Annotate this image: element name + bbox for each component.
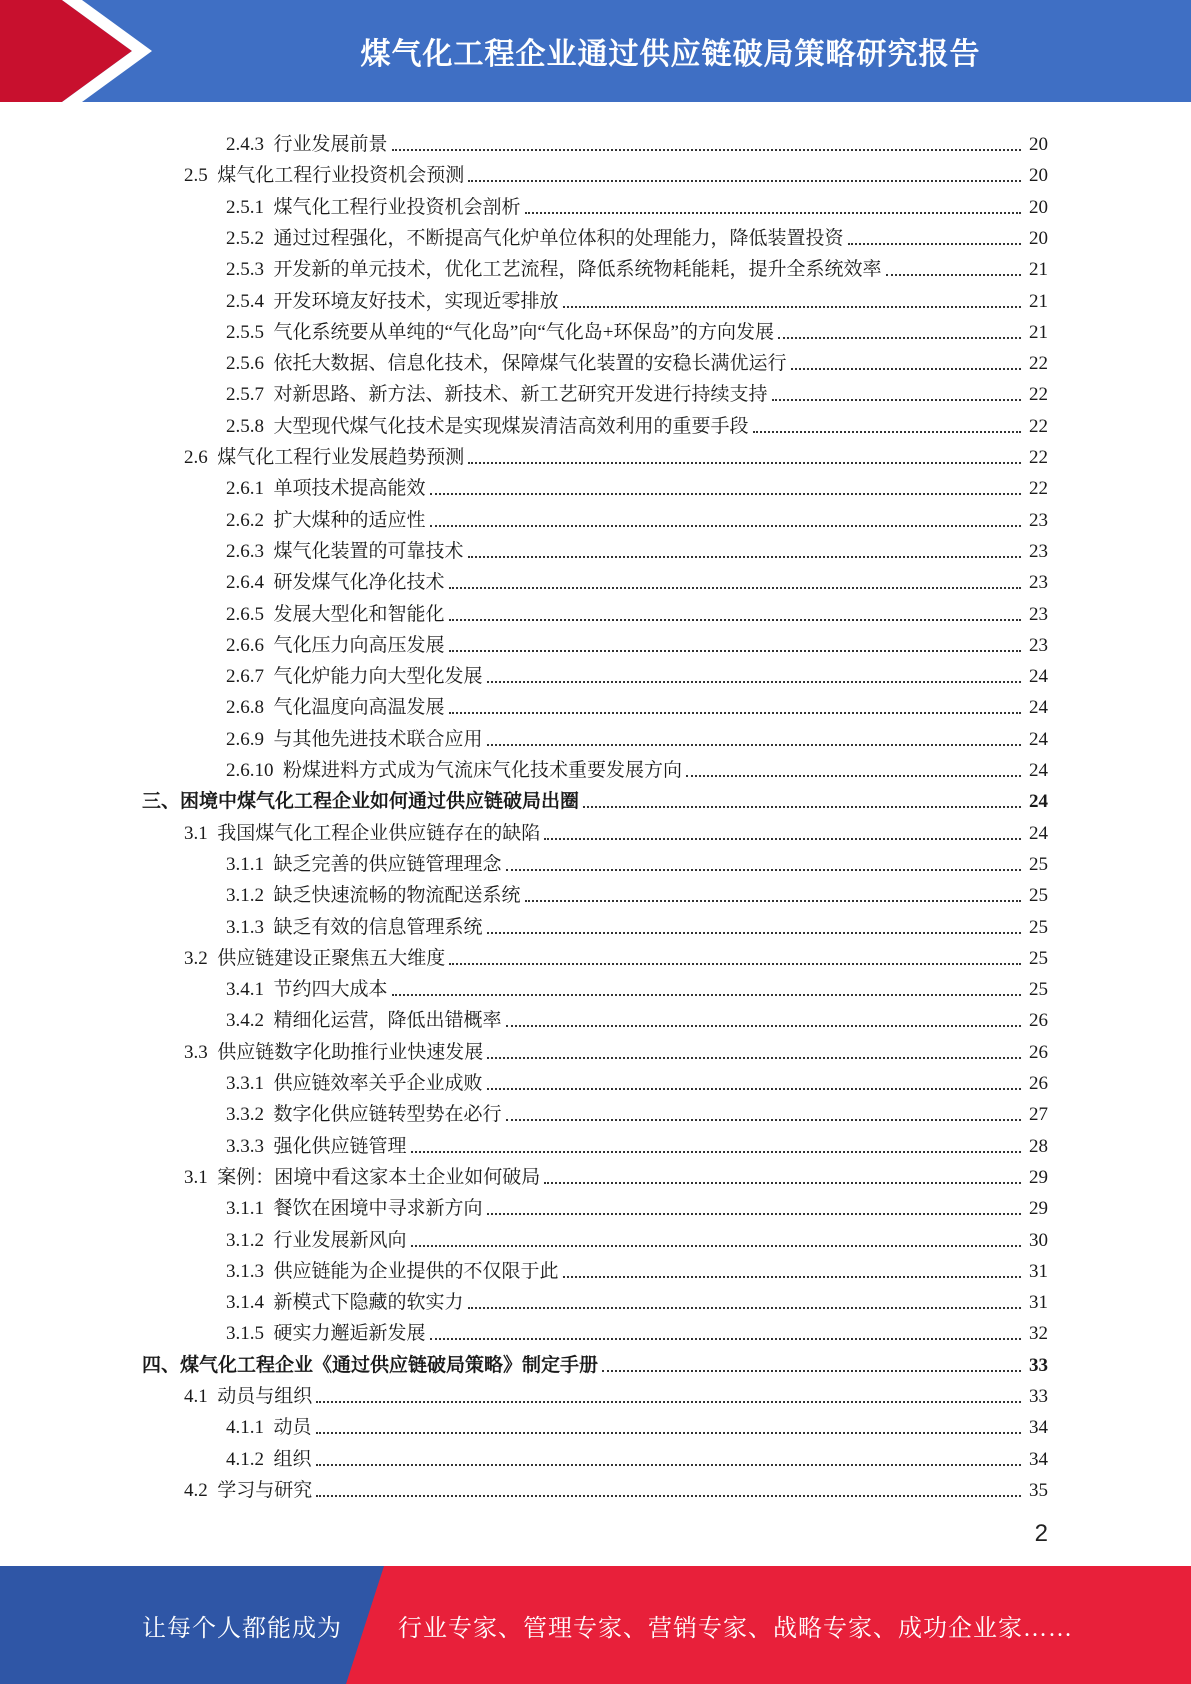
toc-entry[interactable] — [0, 1409, 1191, 1440]
toc-entry-title: 煤气化工程企业《通过供应链破局策略》制定手册 — [180, 1354, 599, 1376]
toc-entry-label — [226, 916, 487, 940]
toc-entry[interactable] — [0, 1378, 1191, 1409]
toc-entry-label — [226, 978, 392, 1002]
toc-entry[interactable] — [0, 1222, 1191, 1253]
toc-entry-label — [226, 1322, 430, 1346]
toc-entry-title: 煤气化工程行业发展趋势预测 — [217, 447, 465, 468]
toc-dot-leader — [583, 806, 1021, 808]
toc-entry-number: 2.6.6 — [226, 634, 264, 656]
toc-entry-number: 3.1.3 — [226, 916, 264, 938]
toc-entry-number: 2.5.2 — [226, 227, 264, 249]
toc-entry[interactable] — [0, 971, 1191, 1002]
toc-entry-title: 供应链能为企业提供的不仅限于此 — [273, 1260, 559, 1282]
toc-entry-number: 2.5 — [184, 165, 208, 187]
toc-entry-label — [226, 1260, 563, 1284]
toc-entry[interactable] — [0, 1472, 1191, 1503]
toc-entry-title: 学习与研究 — [217, 1479, 313, 1501]
toc-entry-number: 四、 — [142, 1354, 181, 1376]
toc-entry-number: 2.6.3 — [226, 540, 264, 562]
toc-entry-page: 23 — [1029, 603, 1048, 625]
toc-entry-label — [226, 321, 778, 345]
toc-entry-label — [184, 446, 468, 470]
toc-dot-leader — [468, 462, 1021, 464]
toc-entry-title: 我国煤气化工程企业供应链存在的缺陷 — [217, 822, 541, 844]
page-header — [0, 0, 1191, 110]
toc-entry[interactable] — [0, 1065, 1191, 1096]
toc-entry[interactable] — [0, 783, 1191, 814]
toc-entry-title: 缺乏完善的供应链管理理念 — [273, 853, 502, 875]
toc-entry-page: 22 — [1029, 384, 1048, 406]
toc-entry[interactable] — [0, 564, 1191, 595]
toc-entry-title: 组织 — [273, 1448, 312, 1470]
toc-entry-title: 缺乏有效的信息管理系统 — [273, 916, 483, 938]
toc-dot-leader — [449, 963, 1021, 965]
toc-dot-leader — [506, 1119, 1021, 1121]
toc-entry[interactable] — [0, 940, 1191, 971]
toc-entry-page: 24 — [1029, 791, 1048, 813]
toc-entry-label — [226, 728, 487, 752]
toc-dot-leader — [525, 212, 1021, 214]
toc-entry-title: 与其他先进技术联合应用 — [273, 728, 483, 750]
toc-entry-number: 2.5.6 — [226, 353, 264, 375]
toc-entry-page: 21 — [1029, 321, 1048, 343]
toc-entry[interactable] — [0, 189, 1191, 220]
toc-entry-title: 供应链效率关乎企业成败 — [273, 1073, 483, 1094]
toc-entry-page: 33 — [1029, 1354, 1048, 1376]
toc-dot-leader — [778, 337, 1021, 339]
toc-dot-leader — [449, 650, 1021, 652]
toc-entry[interactable] — [0, 689, 1191, 720]
toc-entry-page: 29 — [1029, 1198, 1048, 1220]
toc-entry-number: 3.4.2 — [226, 1010, 264, 1032]
toc-entry-number: 3.1.1 — [226, 1198, 264, 1220]
toc-entry-page: 24 — [1029, 666, 1048, 688]
toc-dot-leader — [430, 525, 1021, 527]
toc-entry-number: 3.2 — [184, 947, 208, 969]
toc-entry-label — [226, 696, 449, 720]
toc-entry-title: 粉煤进料方式成为气流床气化技术重要发展方向 — [283, 760, 683, 781]
toc-dot-leader — [316, 1401, 1021, 1403]
toc-entry[interactable] — [0, 1441, 1191, 1472]
toc-entry-title: 硬实力邂逅新发展 — [273, 1323, 426, 1345]
toc-entry[interactable] — [0, 408, 1191, 439]
toc-entry-title: 精细化运营，降低出错概率 — [273, 1010, 502, 1032]
toc-entry-label — [226, 634, 449, 658]
toc-entry-number: 2.6.10 — [226, 760, 274, 781]
toc-entry-page: 25 — [1029, 885, 1048, 907]
toc-entry-label — [226, 477, 430, 501]
toc-dot-leader — [468, 1307, 1021, 1309]
toc-dot-leader — [392, 994, 1021, 996]
toc-entry[interactable] — [0, 1284, 1191, 1315]
toc-dot-leader — [791, 368, 1021, 370]
toc-entry[interactable] — [0, 1002, 1191, 1033]
toc-entry-title: 依托大数据、信息化技术，保障煤气化装置的安稳长满优运行 — [273, 353, 787, 375]
toc-entry-number: 3.1.2 — [226, 1229, 264, 1251]
toc-entry[interactable] — [0, 596, 1191, 627]
toc-entry[interactable] — [0, 1315, 1191, 1346]
toc-entry-label — [226, 1009, 506, 1033]
toc-entry-number: 3.1.1 — [226, 853, 264, 875]
toc-entry-page: 21 — [1029, 290, 1048, 312]
toc-entry[interactable] — [0, 251, 1191, 282]
toc-entry-label — [226, 759, 686, 783]
toc-entry-title: 供应链建设正聚焦五大维度 — [217, 947, 446, 969]
toc-entry-number: 4.1.1 — [226, 1417, 264, 1439]
toc-entry[interactable] — [0, 752, 1191, 783]
toc-entry-title: 缺乏快速流畅的物流配送系统 — [273, 885, 521, 907]
toc-dot-leader — [430, 493, 1021, 495]
footer-slogan-right: 行业专家、管理专家、营销专家、战略专家、成功企业家…… — [398, 1615, 1073, 1642]
toc-entry[interactable] — [0, 220, 1191, 251]
toc-entry-page: 24 — [1029, 822, 1048, 844]
toc-entry-number: 三、 — [142, 791, 181, 813]
toc-dot-leader — [449, 587, 1021, 589]
toc-entry-title: 强化供应链管理 — [273, 1135, 407, 1157]
toc-entry-number: 3.4.1 — [226, 979, 264, 1001]
toc-entry-label — [226, 1103, 506, 1127]
toc-dot-leader — [449, 712, 1021, 714]
toc-entry-label — [226, 603, 449, 627]
toc-dot-leader — [848, 243, 1021, 245]
toc-dot-leader — [506, 869, 1021, 871]
toc-dot-leader — [316, 1495, 1021, 1497]
toc-entry[interactable] — [0, 345, 1191, 376]
toc-entry-page: 26 — [1029, 1010, 1048, 1032]
toc-entry-page: 25 — [1029, 916, 1048, 938]
toc-entry[interactable] — [0, 1159, 1191, 1190]
toc-entry-label — [142, 1354, 602, 1378]
toc-dot-leader — [468, 180, 1021, 182]
toc-entry[interactable] — [0, 658, 1191, 689]
toc-entry-label — [184, 1041, 487, 1065]
toc-entry-label — [226, 227, 848, 251]
toc-entry-label — [226, 1072, 487, 1096]
toc-entry-page: 34 — [1029, 1417, 1048, 1439]
toc-entry-title: 对新思路、新方法、新技术、新工艺研究开发进行持续支持 — [273, 384, 768, 406]
toc-entry[interactable] — [0, 533, 1191, 564]
toc-entry-page: 34 — [1029, 1448, 1048, 1470]
toc-entry-number: 2.5.7 — [226, 384, 264, 406]
toc-entry-label — [142, 790, 583, 814]
toc-entry-page: 22 — [1029, 353, 1048, 375]
toc-entry-page: 28 — [1029, 1135, 1048, 1157]
toc-entry-page: 24 — [1029, 760, 1048, 781]
toc-entry[interactable] — [0, 439, 1191, 470]
toc-entry-page: 20 — [1029, 134, 1048, 155]
toc-entry-label — [226, 1291, 468, 1315]
toc-dot-leader — [487, 744, 1021, 746]
toc-entry[interactable] — [0, 846, 1191, 877]
toc-entry-label — [226, 1135, 411, 1159]
toc-dot-leader — [544, 838, 1021, 840]
toc-dot-leader — [506, 1025, 1021, 1027]
toc-dot-leader — [487, 1213, 1021, 1215]
toc-dot-leader — [525, 900, 1021, 902]
toc-dot-leader — [487, 1057, 1021, 1059]
toc-entry-number: 2.6.7 — [226, 666, 264, 688]
toc-entry-label — [184, 1166, 544, 1190]
toc-entry-title: 节约四大成本 — [273, 979, 388, 1001]
toc-entry-title: 动员 — [273, 1417, 312, 1439]
toc-entry-title: 开发新的单元技术，优化工艺流程，降低系统物耗能耗，提升全系统效率 — [273, 259, 882, 281]
toc-dot-leader — [563, 1276, 1021, 1278]
toc-entry[interactable] — [0, 1096, 1191, 1127]
toc-dot-leader — [449, 619, 1021, 621]
toc-dot-leader — [602, 1370, 1021, 1372]
toc-entry-page: 26 — [1029, 1073, 1048, 1094]
toc-entry-label — [226, 884, 525, 908]
toc-entry-page: 20 — [1029, 227, 1048, 249]
toc-entry-title: 新模式下隐藏的软实力 — [273, 1292, 464, 1314]
toc-entry-label — [226, 352, 791, 376]
toc-entry-number: 2.5.8 — [226, 415, 264, 437]
toc-entry[interactable] — [0, 877, 1191, 908]
toc-entry-number: 2.6.9 — [226, 728, 264, 750]
toc-entry-title: 行业发展新风向 — [273, 1229, 407, 1251]
toc-entry-label — [184, 1479, 316, 1503]
toc-entry-label — [226, 540, 468, 564]
toc-entry-title: 行业发展前景 — [273, 134, 388, 155]
toc-entry-number: 4.1 — [184, 1386, 208, 1407]
toc-dot-leader — [468, 556, 1021, 558]
toc-dot-leader — [316, 1432, 1021, 1434]
toc-entry-title: 动员与组织 — [217, 1386, 313, 1407]
toc-entry-page: 26 — [1029, 1041, 1048, 1063]
toc-entry-page: 25 — [1029, 853, 1048, 875]
toc-entry-page: 23 — [1029, 572, 1048, 594]
toc-entry-number: 3.1.4 — [226, 1292, 264, 1314]
toc-entry-label — [226, 415, 753, 439]
toc-entry-number: 3.1.2 — [226, 885, 264, 907]
toc-entry[interactable] — [0, 1034, 1191, 1065]
toc-entry-label — [226, 383, 772, 407]
toc-entry-label — [226, 1197, 487, 1221]
toc-entry-number: 2.5.5 — [226, 321, 264, 343]
toc-entry-page: 31 — [1029, 1292, 1048, 1314]
toc-entry-page: 29 — [1029, 1166, 1048, 1188]
toc-dot-leader — [753, 431, 1021, 433]
toc-entry-title: 研发煤气化净化技术 — [273, 572, 445, 594]
toc-entry-title: 煤气化工程行业投资机会剖析 — [273, 196, 521, 218]
toc-entry-number: 3.1 — [184, 822, 208, 844]
toc-dot-leader — [772, 399, 1021, 401]
toc-entry-label — [184, 164, 468, 188]
toc-dot-leader — [487, 932, 1021, 934]
toc-entry[interactable] — [0, 470, 1191, 501]
toc-entry-number: 3.3.3 — [226, 1135, 264, 1157]
toc-dot-leader — [544, 1182, 1021, 1184]
toc-dot-leader — [487, 681, 1021, 683]
toc-dot-leader — [563, 306, 1021, 308]
page-footer — [0, 1566, 1191, 1684]
toc-entry-page: 24 — [1029, 728, 1048, 750]
toc-entry-label — [226, 665, 487, 689]
toc-entry-title: 单项技术提高能效 — [273, 478, 426, 500]
toc-entry-page: 20 — [1029, 196, 1048, 218]
toc-entry-label — [184, 947, 449, 971]
toc-entry-title: 气化温度向高温发展 — [273, 697, 445, 719]
toc-entry-number: 3.1.5 — [226, 1323, 264, 1345]
toc-entry-page: 23 — [1029, 634, 1048, 656]
toc-entry[interactable] — [0, 1190, 1191, 1221]
toc-entry[interactable] — [0, 376, 1191, 407]
toc-entry-number: 2.4.3 — [226, 134, 264, 155]
toc-dot-leader — [411, 1151, 1021, 1153]
toc-entry-title: 困境中煤气化工程企业如何通过供应链破局出圈 — [180, 791, 580, 813]
toc-entry-label — [226, 509, 430, 533]
toc-entry-page: 22 — [1029, 478, 1048, 500]
toc-entry-number: 4.1.2 — [226, 1448, 264, 1470]
toc-entry-label — [226, 290, 563, 314]
toc-entry-page: 33 — [1029, 1386, 1048, 1407]
toc-entry-page: 32 — [1029, 1323, 1048, 1345]
toc-entry[interactable] — [0, 283, 1191, 314]
toc-entry-number: 2.5.1 — [226, 196, 264, 218]
toc-entry-label — [226, 1448, 316, 1472]
toc-entry-number: 2.5.4 — [226, 290, 264, 312]
toc-entry-title: 开发环境友好技术，实现近零排放 — [273, 290, 559, 312]
toc-entry-page: 30 — [1029, 1229, 1048, 1251]
toc-entry-page: 20 — [1029, 165, 1048, 187]
toc-entry-label — [226, 258, 886, 282]
toc-entry-page: 23 — [1029, 509, 1048, 531]
toc-entry-page: 23 — [1029, 540, 1048, 562]
toc-entry-number: 2.6.5 — [226, 603, 264, 625]
toc-entry-label — [226, 196, 525, 220]
toc-entry[interactable] — [0, 1128, 1191, 1159]
footer-slogan-left: 让每个人都能成为 — [142, 1615, 342, 1642]
toc-entry-number: 3.3.2 — [226, 1104, 264, 1126]
toc-entry-page: 22 — [1029, 415, 1048, 437]
toc-entry[interactable] — [0, 909, 1191, 940]
toc-entry-title: 发展大型化和智能化 — [273, 603, 445, 625]
toc-entry-number: 3.3 — [184, 1041, 208, 1063]
toc-entry-label — [226, 133, 392, 157]
toc-entry-title: 餐饮在困境中寻求新方向 — [273, 1198, 483, 1220]
toc-entry-page: 25 — [1029, 979, 1048, 1001]
toc-entry-title: 煤气化工程行业投资机会预测 — [217, 165, 465, 187]
toc-entry-page: 25 — [1029, 947, 1048, 969]
toc-entry-page: 21 — [1029, 259, 1048, 281]
toc-entry-title: 案例：困境中看这家本土企业如何破局 — [217, 1166, 541, 1188]
toc-dot-leader — [686, 775, 1021, 777]
document-title: 煤气化工程企业通过供应链破局策略研究报告 — [360, 37, 981, 72]
toc-entry[interactable] — [0, 126, 1191, 157]
toc-entry-page: 24 — [1029, 697, 1048, 719]
toc-entry-label — [226, 571, 449, 595]
toc-dot-leader — [430, 1338, 1021, 1340]
toc-entry-number: 2.6.4 — [226, 572, 264, 594]
toc-entry[interactable] — [0, 1253, 1191, 1284]
toc-entry-title: 供应链数字化助推行业快速发展 — [217, 1041, 484, 1063]
toc-entry-label — [184, 822, 544, 846]
toc-entry-page: 31 — [1029, 1260, 1048, 1282]
toc-entry-number: 2.6.1 — [226, 478, 264, 500]
toc-dot-leader — [487, 1088, 1021, 1090]
toc-entry-title: 气化系统要从单纯的“气化岛”向“气化岛+环保岛”的方向发展 — [273, 321, 774, 343]
toc-entry-title: 气化压力向高压发展 — [273, 634, 445, 656]
toc-dot-leader — [316, 1464, 1021, 1466]
toc-entry-title: 数字化供应链转型势在必行 — [273, 1104, 502, 1126]
toc-entry[interactable] — [0, 815, 1191, 846]
toc-entry-page: 27 — [1029, 1104, 1048, 1126]
toc-entry-title: 气化炉能力向大型化发展 — [273, 666, 483, 688]
toc-dot-leader — [392, 149, 1021, 151]
toc-entry-label — [184, 1385, 316, 1409]
toc-entry[interactable] — [0, 627, 1191, 658]
toc-entry-title: 扩大煤种的适应性 — [273, 509, 426, 531]
toc-entry-label — [226, 1229, 411, 1253]
toc-entry-title: 通过过程强化，不断提高气化炉单位体积的处理能力，降低装置投资 — [273, 227, 844, 249]
toc-entry[interactable] — [0, 502, 1191, 533]
toc-entry-page: 35 — [1029, 1479, 1048, 1501]
toc-dot-leader — [411, 1245, 1021, 1247]
toc-entry-label — [226, 853, 506, 877]
toc-entry[interactable] — [0, 314, 1191, 345]
toc-entry-number: 2.6.8 — [226, 697, 264, 719]
toc-entry[interactable] — [0, 1347, 1191, 1378]
toc-entry-title: 煤气化装置的可靠技术 — [273, 540, 464, 562]
toc-entry-number: 3.1.3 — [226, 1260, 264, 1282]
toc-entry-number: 4.2 — [184, 1479, 208, 1501]
toc-entry[interactable] — [0, 157, 1191, 188]
toc-entry-number: 2.5.3 — [226, 259, 264, 281]
toc-entry-page: 22 — [1029, 447, 1048, 468]
toc-entry[interactable] — [0, 721, 1191, 752]
toc-entry-number: 3.3.1 — [226, 1073, 264, 1094]
toc-entry-label — [226, 1416, 316, 1440]
toc-entry-number: 3.1 — [184, 1166, 208, 1188]
toc-dot-leader — [886, 274, 1021, 276]
toc-entry-number: 2.6 — [184, 447, 208, 468]
toc-entry-number: 2.6.2 — [226, 509, 264, 531]
toc-entry-title: 大型现代煤气化技术是实现煤炭清洁高效利用的重要手段 — [273, 415, 749, 437]
page-number: 2 — [1034, 1520, 1048, 1547]
